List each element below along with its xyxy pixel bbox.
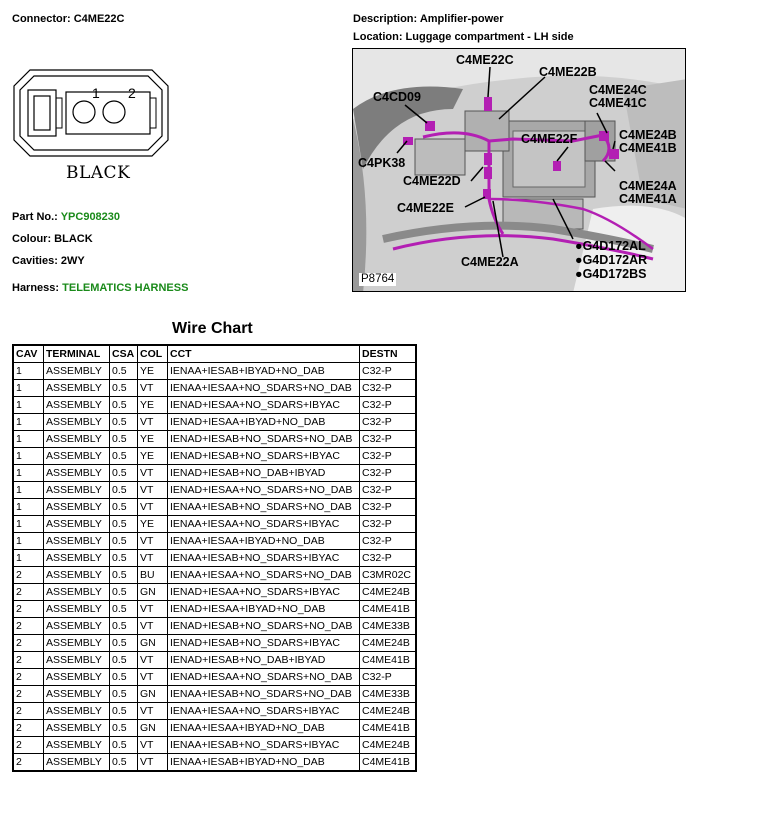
cell-csa: 0.5 [110,652,138,669]
pin-2-cavity [103,101,125,123]
table-row [13,397,416,414]
cell-cct: IENAA+IESAB+IBYAD+NO_DAB [168,754,360,772]
cell-cav: 2 [13,737,44,754]
photo-label-c4me41a: C4ME41A [619,192,677,206]
cell-cav: 2 [13,601,44,618]
header-destn: DESTN [360,345,417,363]
cell-csa: 0.5 [110,448,138,465]
cell-destn: C4ME41B [360,754,417,772]
cell-cct: IENAD+IESAA+IBYAD+NO_DAB [168,601,360,618]
cell-terminal: ASSEMBLY [44,754,110,772]
table-row [13,380,416,397]
cell-cct: IENAD+IESAB+NO_SDARS+IBYAC [168,635,360,652]
photo-label-c4me41c: C4ME41C [589,96,647,110]
cell-terminal: ASSEMBLY [44,516,110,533]
cell-terminal: ASSEMBLY [44,550,110,567]
cell-destn: C4ME24B [360,584,417,601]
cell-csa: 0.5 [110,516,138,533]
cell-cct: IENAA+IESAB+IBYAD+NO_DAB [168,363,360,380]
table-row [13,533,416,550]
table-row [13,584,416,601]
photo-label-c4cd09: C4CD09 [373,90,421,104]
cell-cav: 2 [13,635,44,652]
header-terminal: TERMINAL [44,345,110,363]
table-row [13,601,416,618]
photo-label-c4me22a: C4ME22A [461,255,519,269]
cell-csa: 0.5 [110,754,138,772]
table-row [13,669,416,686]
cell-col: YE [138,397,168,414]
header-cav: CAV [13,345,44,363]
photo-reference: P8764 [361,273,395,285]
cell-col: VT [138,754,168,772]
location-text: Location: Luggage compartment - LH side [353,31,574,43]
table-row [13,414,416,431]
connector-face-diagram [12,68,172,158]
cell-col: GN [138,686,168,703]
cell-cav: 2 [13,618,44,635]
cell-csa: 0.5 [110,533,138,550]
cell-csa: 0.5 [110,431,138,448]
photo-label-c4me22e: C4ME22E [397,201,454,215]
cell-destn: C4ME41B [360,652,417,669]
cell-destn: C4ME24B [360,703,417,720]
cell-csa: 0.5 [110,584,138,601]
cell-destn: C32-P [360,431,417,448]
photo-label-c4pk38: C4PK38 [358,156,406,170]
table-row [13,567,416,584]
cell-col: VT [138,380,168,397]
table-row [13,635,416,652]
cell-terminal: ASSEMBLY [44,720,110,737]
cell-terminal: ASSEMBLY [44,448,110,465]
cell-cav: 2 [13,703,44,720]
cell-csa: 0.5 [110,550,138,567]
description-text: Description: Amplifier-power [353,13,504,25]
photo-label-c4me22b: C4ME22B [539,65,597,79]
cell-terminal: ASSEMBLY [44,431,110,448]
cell-terminal: ASSEMBLY [44,669,110,686]
cell-destn: C32-P [360,414,417,431]
cell-col: VT [138,737,168,754]
cell-terminal: ASSEMBLY [44,380,110,397]
table-row [13,720,416,737]
cell-terminal: ASSEMBLY [44,482,110,499]
cell-destn: C32-P [360,448,417,465]
cell-destn: C32-P [360,669,417,686]
cell-cav: 1 [13,516,44,533]
cell-col: YE [138,448,168,465]
cell-destn: C4ME24B [360,635,417,652]
connector-title: Connector: C4ME22C [12,13,125,25]
cell-cav: 1 [13,482,44,499]
photo-label-c4me41b: C4ME41B [619,141,677,155]
cell-destn: C32-P [360,363,417,380]
cell-cct: IENAA+IESAB+NO_SDARS+NO_DAB [168,686,360,703]
cell-cav: 1 [13,448,44,465]
cell-col: VT [138,669,168,686]
cell-cct: IENAD+IESAB+NO_SDARS+NO_DAB [168,431,360,448]
cell-col: GN [138,584,168,601]
cell-cav: 2 [13,652,44,669]
cell-csa: 0.5 [110,737,138,754]
cell-destn: C32-P [360,380,417,397]
pin-1-number: 1 [92,85,100,101]
cell-terminal: ASSEMBLY [44,618,110,635]
colour-text: Colour: BLACK [12,233,93,245]
connector-colour-caption: BLACK [66,163,131,183]
cell-destn: C32-P [360,499,417,516]
cell-col: VT [138,414,168,431]
table-row [13,465,416,482]
header-cct: CCT [168,345,360,363]
cell-destn: C32-P [360,397,417,414]
cell-cav: 1 [13,363,44,380]
cell-cav: 1 [13,397,44,414]
cell-destn: C4ME41B [360,720,417,737]
cell-terminal: ASSEMBLY [44,397,110,414]
table-row [13,652,416,669]
cell-cct: IENAD+IESAB+NO_SDARS+NO_DAB [168,618,360,635]
cell-terminal: ASSEMBLY [44,686,110,703]
cell-terminal: ASSEMBLY [44,533,110,550]
cell-destn: C32-P [360,533,417,550]
cell-destn: C32-P [360,482,417,499]
table-row [13,448,416,465]
cell-col: VT [138,482,168,499]
cell-col: YE [138,516,168,533]
cell-cct: IENAA+IESAA+IBYAD+NO_DAB [168,720,360,737]
harness-row [12,282,188,294]
cell-terminal: ASSEMBLY [44,499,110,516]
cell-col: YE [138,431,168,448]
cell-terminal: ASSEMBLY [44,414,110,431]
photo-label-c4me24c: C4ME24C [589,83,647,97]
photo-label-g4d172bs: ●G4D172BS [575,267,647,281]
cell-csa: 0.5 [110,499,138,516]
cell-csa: 0.5 [110,635,138,652]
cell-cct: IENAA+IESAA+IBYAD+NO_DAB [168,533,360,550]
cell-cav: 1 [13,414,44,431]
cell-col: YE [138,363,168,380]
cell-csa: 0.5 [110,567,138,584]
cell-destn: C4ME33B [360,686,417,703]
cell-csa: 0.5 [110,618,138,635]
part-no-label: Part No.: [12,211,58,223]
cell-col: VT [138,652,168,669]
cell-terminal: ASSEMBLY [44,567,110,584]
cell-csa: 0.5 [110,703,138,720]
cell-cav: 1 [13,380,44,397]
cell-cav: 1 [13,550,44,567]
cell-csa: 0.5 [110,601,138,618]
cell-terminal: ASSEMBLY [44,584,110,601]
cell-terminal: ASSEMBLY [44,635,110,652]
table-row [13,686,416,703]
wire-chart-table [12,344,417,772]
cell-cct: IENAA+IESAB+NO_SDARS+IBYAC [168,550,360,567]
pin-2-number: 2 [128,85,136,101]
cell-destn: C4ME24B [360,737,417,754]
cell-col: VT [138,550,168,567]
table-row [13,618,416,635]
cell-cct: IENAD+IESAB+NO_DAB+IBYAD [168,465,360,482]
photo-label-c4me24b: C4ME24B [619,128,677,142]
cell-cct: IENAA+IESAA+NO_SDARS+NO_DAB [168,567,360,584]
cell-csa: 0.5 [110,414,138,431]
header-csa: CSA [110,345,138,363]
table-row [13,703,416,720]
cell-terminal: ASSEMBLY [44,703,110,720]
wire-chart-header-row [13,345,416,363]
cell-terminal: ASSEMBLY [44,601,110,618]
cell-cct: IENAA+IESAA+NO_SDARS+IBYAC [168,703,360,720]
cell-col: VT [138,601,168,618]
location-photo [352,48,686,292]
cell-cct: IENAD+IESAA+NO_SDARS+IBYAC [168,397,360,414]
table-row [13,754,416,772]
photo-label-c4me22d: C4ME22D [403,174,461,188]
cell-cct: IENAD+IESAA+IBYAD+NO_DAB [168,414,360,431]
cell-col: GN [138,635,168,652]
cell-col: VT [138,618,168,635]
cell-col: VT [138,533,168,550]
cell-csa: 0.5 [110,720,138,737]
cell-cct: IENAA+IESAB+NO_SDARS+NO_DAB [168,499,360,516]
cell-cav: 1 [13,499,44,516]
cell-terminal: ASSEMBLY [44,363,110,380]
cell-col: VT [138,499,168,516]
cell-cct: IENAA+IESAA+NO_SDARS+IBYAC [168,516,360,533]
cell-csa: 0.5 [110,686,138,703]
header-col: COL [138,345,168,363]
cell-cct: IENAD+IESAA+NO_SDARS+NO_DAB [168,669,360,686]
table-row [13,482,416,499]
part-no-link[interactable]: YPC908230 [60,211,121,223]
table-row [13,363,416,380]
harness-label: Harness: [12,282,60,294]
cell-cav: 2 [13,669,44,686]
cell-cav: 2 [13,754,44,772]
cell-col: BU [138,567,168,584]
cell-cct: IENAD+IESAB+NO_DAB+IBYAD [168,652,360,669]
photo-label-c4me24a: C4ME24A [619,179,677,193]
pin-1-cavity [73,101,95,123]
cell-terminal: ASSEMBLY [44,652,110,669]
cell-cct: IENAA+IESAA+NO_SDARS+NO_DAB [168,380,360,397]
cell-cav: 1 [13,431,44,448]
cell-cav: 2 [13,567,44,584]
cell-cct: IENAD+IESAA+NO_SDARS+IBYAC [168,584,360,601]
cell-csa: 0.5 [110,380,138,397]
photo-label-g4d172al: ●G4D172AL [575,239,646,253]
cell-col: VT [138,703,168,720]
harness-link[interactable]: TELEMATICS HARNESS [62,282,189,294]
cell-destn: C3MR02C [360,567,417,584]
cell-col: GN [138,720,168,737]
cell-cav: 1 [13,533,44,550]
wire-chart-title: Wire Chart [172,320,253,337]
table-row [13,550,416,567]
cell-cav: 2 [13,584,44,601]
cell-terminal: ASSEMBLY [44,465,110,482]
part-no-row [12,211,120,223]
photo-label-c4me22c: C4ME22C [456,53,514,67]
cell-cav: 1 [13,465,44,482]
cell-cct: IENAA+IESAB+NO_SDARS+IBYAC [168,737,360,754]
cell-csa: 0.5 [110,363,138,380]
table-row [13,516,416,533]
cell-destn: C4ME33B [360,618,417,635]
cell-csa: 0.5 [110,397,138,414]
cell-destn: C32-P [360,465,417,482]
cell-csa: 0.5 [110,482,138,499]
cell-csa: 0.5 [110,465,138,482]
cell-cav: 2 [13,686,44,703]
cell-destn: C32-P [360,550,417,567]
wire-chart-body [13,363,416,772]
cell-cct: IENAD+IESAB+NO_SDARS+IBYAC [168,448,360,465]
cell-cct: IENAD+IESAA+NO_SDARS+NO_DAB [168,482,360,499]
photo-label-g4d172ar: ●G4D172AR [575,253,648,267]
cell-csa: 0.5 [110,669,138,686]
cell-destn: C4ME41B [360,601,417,618]
table-row [13,431,416,448]
cell-destn: C32-P [360,516,417,533]
photo-label-c4me22f: C4ME22F [521,132,578,146]
cell-terminal: ASSEMBLY [44,737,110,754]
cell-cav: 2 [13,720,44,737]
cell-col: VT [138,465,168,482]
table-row [13,499,416,516]
table-row [13,737,416,754]
cavities-text: Cavities: 2WY [12,255,85,267]
